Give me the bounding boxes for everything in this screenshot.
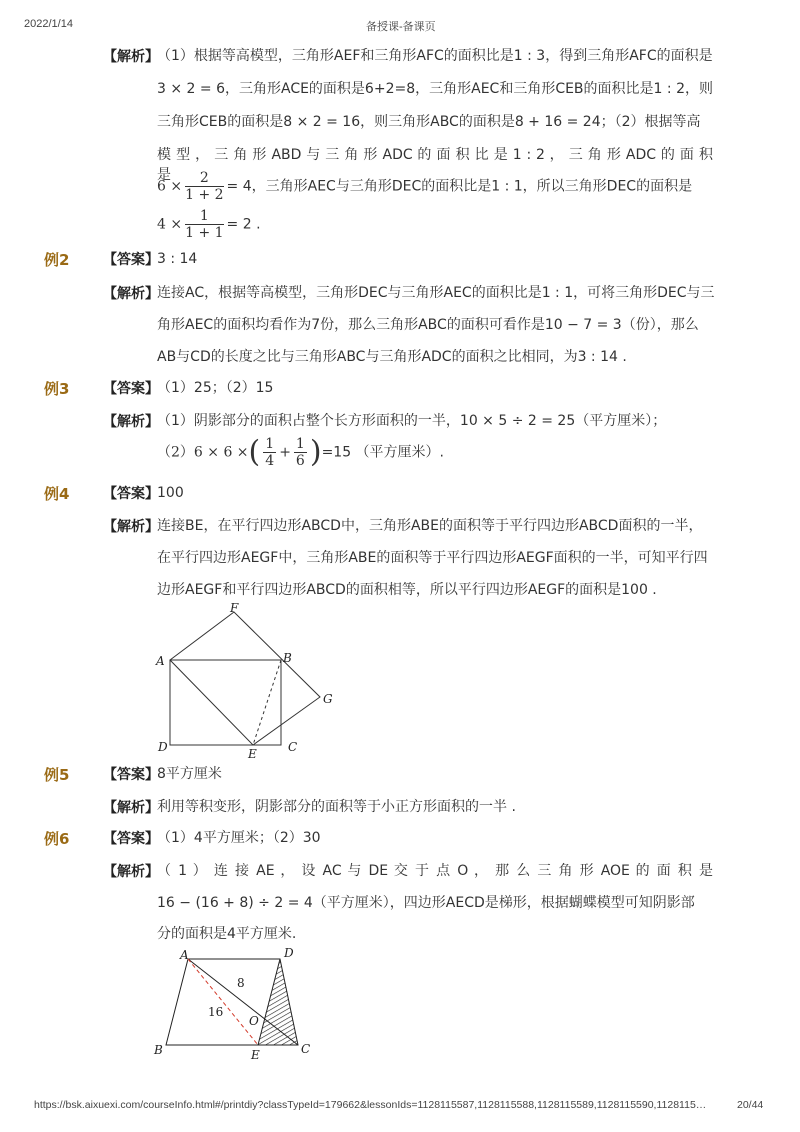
block1-line-6 (157, 208, 261, 241)
analysis-label: 【解析】 (103, 864, 159, 880)
shaded-region (258, 959, 298, 1045)
formula-prefix: 4 × (157, 216, 183, 233)
answer-label: 【答案】 (103, 381, 159, 397)
plus-sign: + (279, 444, 291, 461)
example-6-analysis-3: 分的面积是4平方厘米. (157, 926, 297, 942)
label-g: G (323, 692, 333, 706)
label-d: D (284, 946, 294, 960)
analysis-label: 【解析】 (103, 286, 159, 302)
dashed-segment-be (253, 660, 281, 745)
example-5-label: 例5 (44, 766, 70, 784)
dashed-segment-ae (188, 959, 258, 1045)
example-2-answer: 3 : 14 (157, 251, 198, 267)
formula-suffix: =15 （平方厘米）. (321, 444, 445, 461)
label-b: B (283, 651, 292, 665)
analysis-label: 【解析】 (103, 800, 159, 816)
fraction-denominator: 1 + 2 (185, 187, 224, 203)
formula-prefix: （2）6 × 6 × (157, 444, 249, 461)
fraction-denominator: 6 (295, 453, 305, 469)
fraction-denominator: 1 + 1 (185, 225, 224, 241)
parallelogram-figure (150, 600, 350, 760)
fraction (185, 170, 223, 203)
trapezoid-figure (150, 945, 330, 1065)
fraction-numerator: 2 (185, 170, 223, 187)
example-3-answer: （1）25；（2）15 (157, 380, 274, 396)
label-b: B (154, 1043, 163, 1057)
example-6-analysis-2: 16 − (16 + 8) ÷ 2 = 4（平方厘米），四边形AECD是梯形，根据蝴蝶模型可知阴影部 (157, 895, 695, 911)
label-a: A (180, 948, 189, 962)
example-4-analysis-2: 在平行四边形AEGF中，三角形ABE的面积等于平行四边形AEGF面积的一半，可知平行四 (157, 550, 708, 566)
analysis-label: 【解析】 (103, 414, 159, 430)
analysis-label: 【解析】 (103, 49, 159, 65)
fraction (185, 208, 223, 241)
block1-line-4: 模 型 ， 三 角 形 ABD 与 三 角 形 ADC 的 面 积 比 是 1 : 2 ， 三 角 形 ADC 的 面 积 是 (157, 147, 713, 183)
page-number: 20/44 (737, 1099, 764, 1111)
answer-label: 【答案】 (103, 831, 159, 847)
label-f: F (230, 601, 239, 615)
example-6-analysis-1: （ 1 ） 连 接 AE ， 设 AC 与 DE 交 于 点 O ， 那 么 三 角 形 AOE 的 面 积 是 (157, 863, 713, 879)
label-e: E (251, 1048, 260, 1062)
example-2-analysis-2: 角形AEC的面积均看作为7份，那么三角形ABC的面积可看作是10 − 7 = 3（份），那么 (157, 317, 699, 333)
rectangle-abcd (170, 660, 281, 745)
example-2-label: 例2 (44, 251, 70, 269)
label-c: C (301, 1042, 311, 1056)
block1-line-1: （1）根据等高模型，三角形AEF和三角形AFC的面积比是1 : 3，得到三角形AFC的面积是 (157, 48, 713, 64)
example-5-answer: 8平方厘米 (157, 766, 222, 782)
header-date: 2022/1/14 (24, 18, 73, 30)
fraction-denominator: 4 (265, 453, 275, 469)
label-e: E (248, 747, 257, 760)
formula-suffix: = 2 . (226, 216, 261, 233)
example-3-analysis-2: （2）6 × 6 ×( $\frac{1}{4}$ + $\frac{1}{6}$ )=15 （平方厘米）. (157, 434, 445, 470)
example-4-answer: 100 (157, 485, 184, 501)
answer-label: 【答案】 (103, 252, 159, 268)
area-label-8: 8 (237, 976, 245, 990)
example-6-label: 例6 (44, 830, 70, 848)
fraction-numerator: 1 (185, 208, 223, 225)
label-o: O (249, 1014, 259, 1028)
fraction (294, 436, 307, 469)
area-label-16: 16 (208, 1005, 224, 1019)
example-6-answer: （1）4平方厘米；（2）30 (157, 830, 321, 846)
example-3-analysis-1: （1）阴影部分的面积占整个长方形面积的一半，10 × 5 ÷ 2 = 25（平方厘米）； (157, 413, 667, 429)
formula-prefix: 6 × (157, 178, 183, 195)
fraction-numerator: 1 (295, 436, 305, 452)
label-d: D (158, 740, 168, 754)
fraction-numerator: 1 (265, 436, 275, 452)
label-a: A (156, 654, 165, 668)
example-4-analysis-3: 边形AEGF和平行四边形ABCD的面积相等，所以平行四边形AEGF的面积是100 . (157, 582, 657, 598)
fraction (263, 436, 276, 469)
answer-label: 【答案】 (103, 486, 159, 502)
block1-line-5 (157, 170, 692, 203)
analysis-label: 【解析】 (103, 519, 159, 535)
example-4-label: 例4 (44, 485, 70, 503)
answer-label: 【答案】 (103, 767, 159, 783)
example-4-analysis-1: 连接BE，在平行四边形ABCD中，三角形ABE的面积等于平行四边形ABCD面积的一半， (157, 518, 703, 534)
parallelogram-aegf (170, 612, 320, 745)
formula-suffix: = 4，三角形AEC与三角形DEC的面积比是1 : 1，所以三角形DEC的面积是 (226, 178, 693, 195)
header-title: 备授课-备课页 (366, 21, 436, 33)
block1-line-2: 3 × 2 = 6，三角形ACE的面积是6+2=8，三角形AEC和三角形CEB的面积比是1 : 2，则 (157, 81, 713, 97)
example-2-analysis-1: 连接AC，根据等高模型，三角形DEC与三角形AEC的面积比是1 : 1，可将三角形DEC与三 (157, 285, 715, 301)
example-3-label: 例3 (44, 380, 70, 398)
example-5-analysis: 利用等积变形，阴影部分的面积等于小正方形面积的一半 . (157, 799, 516, 815)
example-2-analysis-3: AB与CD的长度之比与三角形ABC与三角形ADC的面积之比相同，为3 : 14 . (157, 349, 627, 365)
footer-url[interactable]: https://bsk.aixuexi.com/courseInfo.html#/printdiy?classTypeId=179662&lessonIds=1128115587,1128115588,1128115589,1128115590,1128115… (34, 1099, 707, 1111)
block1-line-3: 三角形CEB的面积是8 × 2 = 16，则三角形ABC的面积是8 + 16 = 24；（2）根据等高 (157, 114, 701, 130)
label-c: C (288, 740, 298, 754)
